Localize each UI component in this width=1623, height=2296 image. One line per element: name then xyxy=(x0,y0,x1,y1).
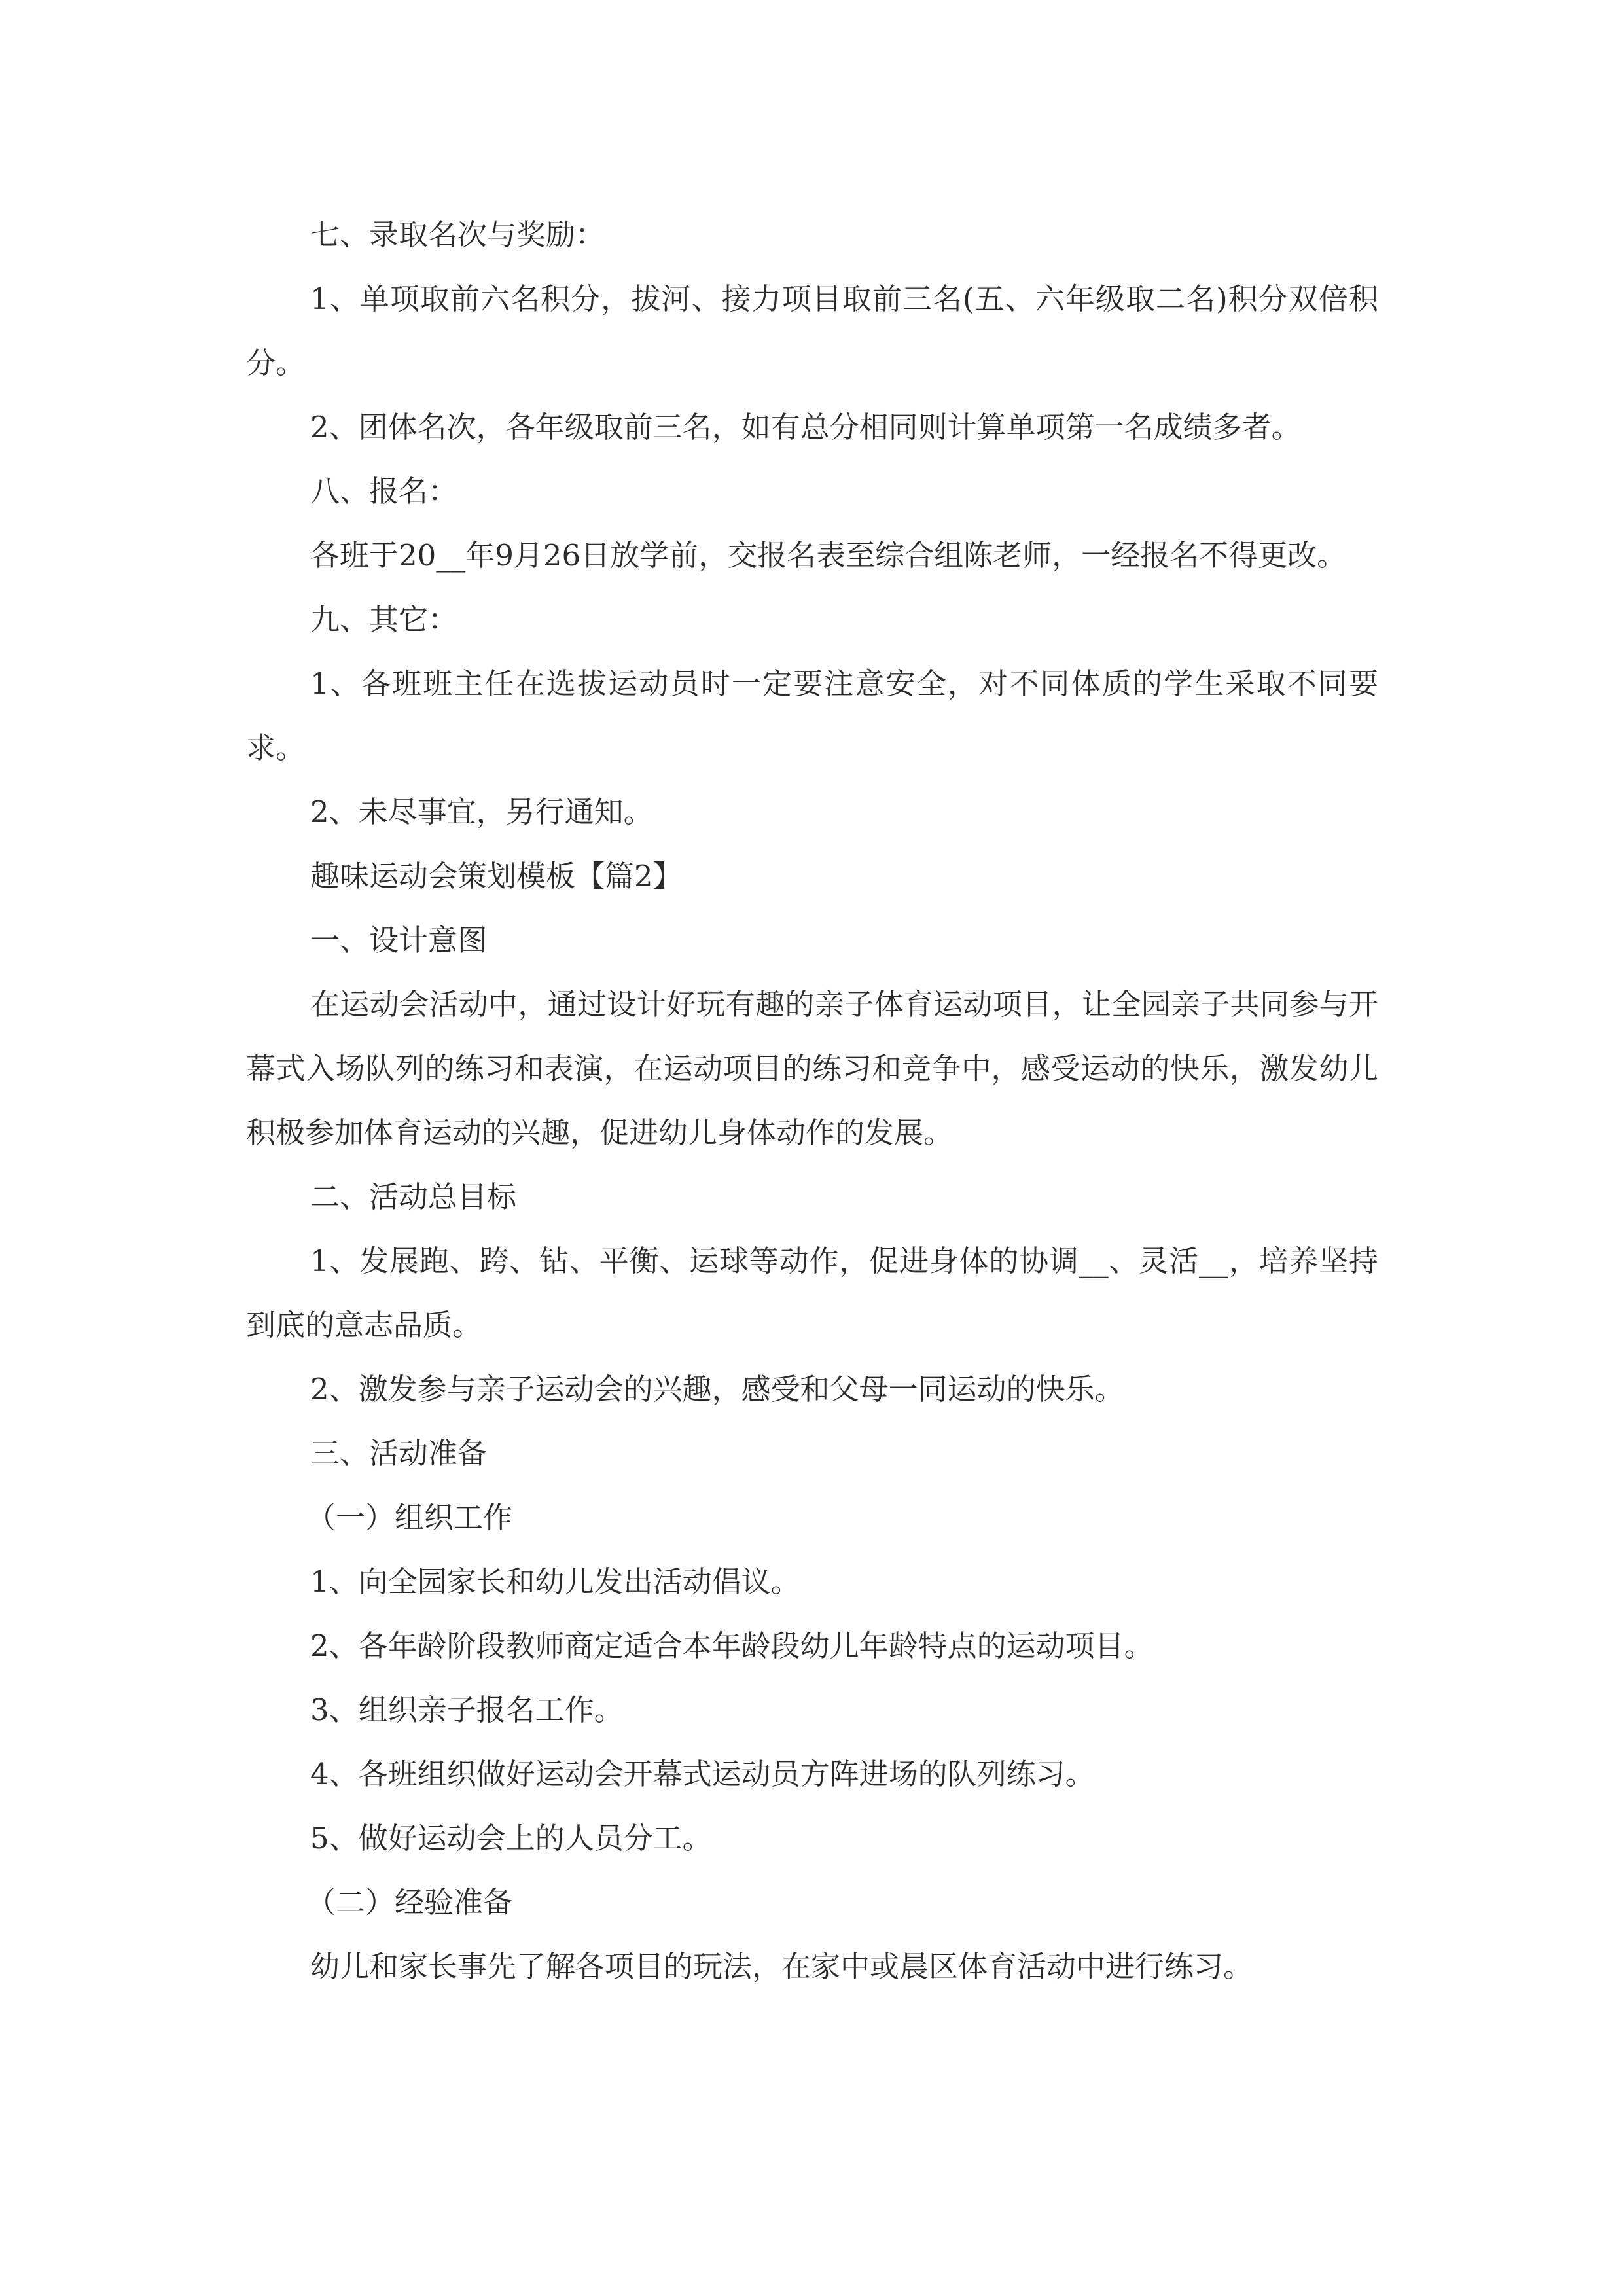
section-heading-goals: 二、活动总目标 xyxy=(310,1179,517,1214)
paragraph-other-1: 1、各班班主任在选拔运动员时一定要注意安全，对不同体质的学生采取不同要求。 xyxy=(246,666,1378,765)
paragraph-organization-4: 4、各班组织做好运动会开幕式运动员方阵进场的队列练习。 xyxy=(310,1757,1095,1791)
paragraph-other-2: 2、未尽事宜，另行通知。 xyxy=(310,795,653,829)
paragraph-awards-1: 1、单项取前六名积分，拔河、接力项目取前三名(五、六年级取二名)积分双倍积分。 xyxy=(246,281,1378,380)
section-heading-design-intent: 一、设计意图 xyxy=(310,923,488,958)
paragraph-goals-2: 2、激发参与亲子运动会的兴趣，感受和父母一同运动的快乐。 xyxy=(310,1372,1124,1407)
paragraph-registration: 各班于20__年9月26日放学前，交报名表至综合组陈老师，一经报名不得更改。 xyxy=(310,538,1347,573)
paragraph-organization-3: 3、组织亲子报名工作。 xyxy=(310,1693,624,1727)
subheading-experience: （二）经验准备 xyxy=(306,1885,513,1920)
paragraph-organization-1: 1、向全园家长和幼儿发出活动倡议。 xyxy=(310,1564,800,1599)
paragraph-awards-2: 2、团体名次，各年级取前三名，如有总分相同则计算单项第一名成绩多者。 xyxy=(310,410,1301,444)
paragraph-design-intent: 在运动会活动中，通过设计好玩有趣的亲子体育运动项目，让全园亲子共同参与开幕式入场队列的练习和表演，在运动项目的练习和竞争中，感受运动的快乐，激发幼儿积极参加体育运动的兴趣，促进幼儿身体动作的发展。 xyxy=(246,987,1378,1150)
document-body xyxy=(246,203,1378,1999)
section-heading-other: 九、其它： xyxy=(310,602,458,637)
paragraph-goals-1: 1、发展跑、跨、钻、平衡、运球等动作，促进身体的协调__、灵活__，培养坚持到底的意志品质。 xyxy=(246,1244,1378,1342)
paragraph-experience: 幼儿和家长事先了解各项目的玩法，在家中或晨区体育活动中进行练习。 xyxy=(310,1949,1253,1984)
paragraph-organization-2: 2、各年龄阶段教师商定适合本年龄段幼儿年龄特点的运动项目。 xyxy=(310,1628,1154,1663)
section-heading-registration: 八、报名： xyxy=(310,474,458,509)
section-heading-preparation: 三、活动准备 xyxy=(310,1436,488,1471)
paragraph-organization-5: 5、做好运动会上的人员分工。 xyxy=(310,1821,712,1856)
subheading-organization: （一）组织工作 xyxy=(306,1500,513,1535)
template-title: 趣味运动会策划模板【篇2】 xyxy=(310,859,683,893)
section-heading-awards: 七、录取名次与奖励： xyxy=(310,217,605,252)
